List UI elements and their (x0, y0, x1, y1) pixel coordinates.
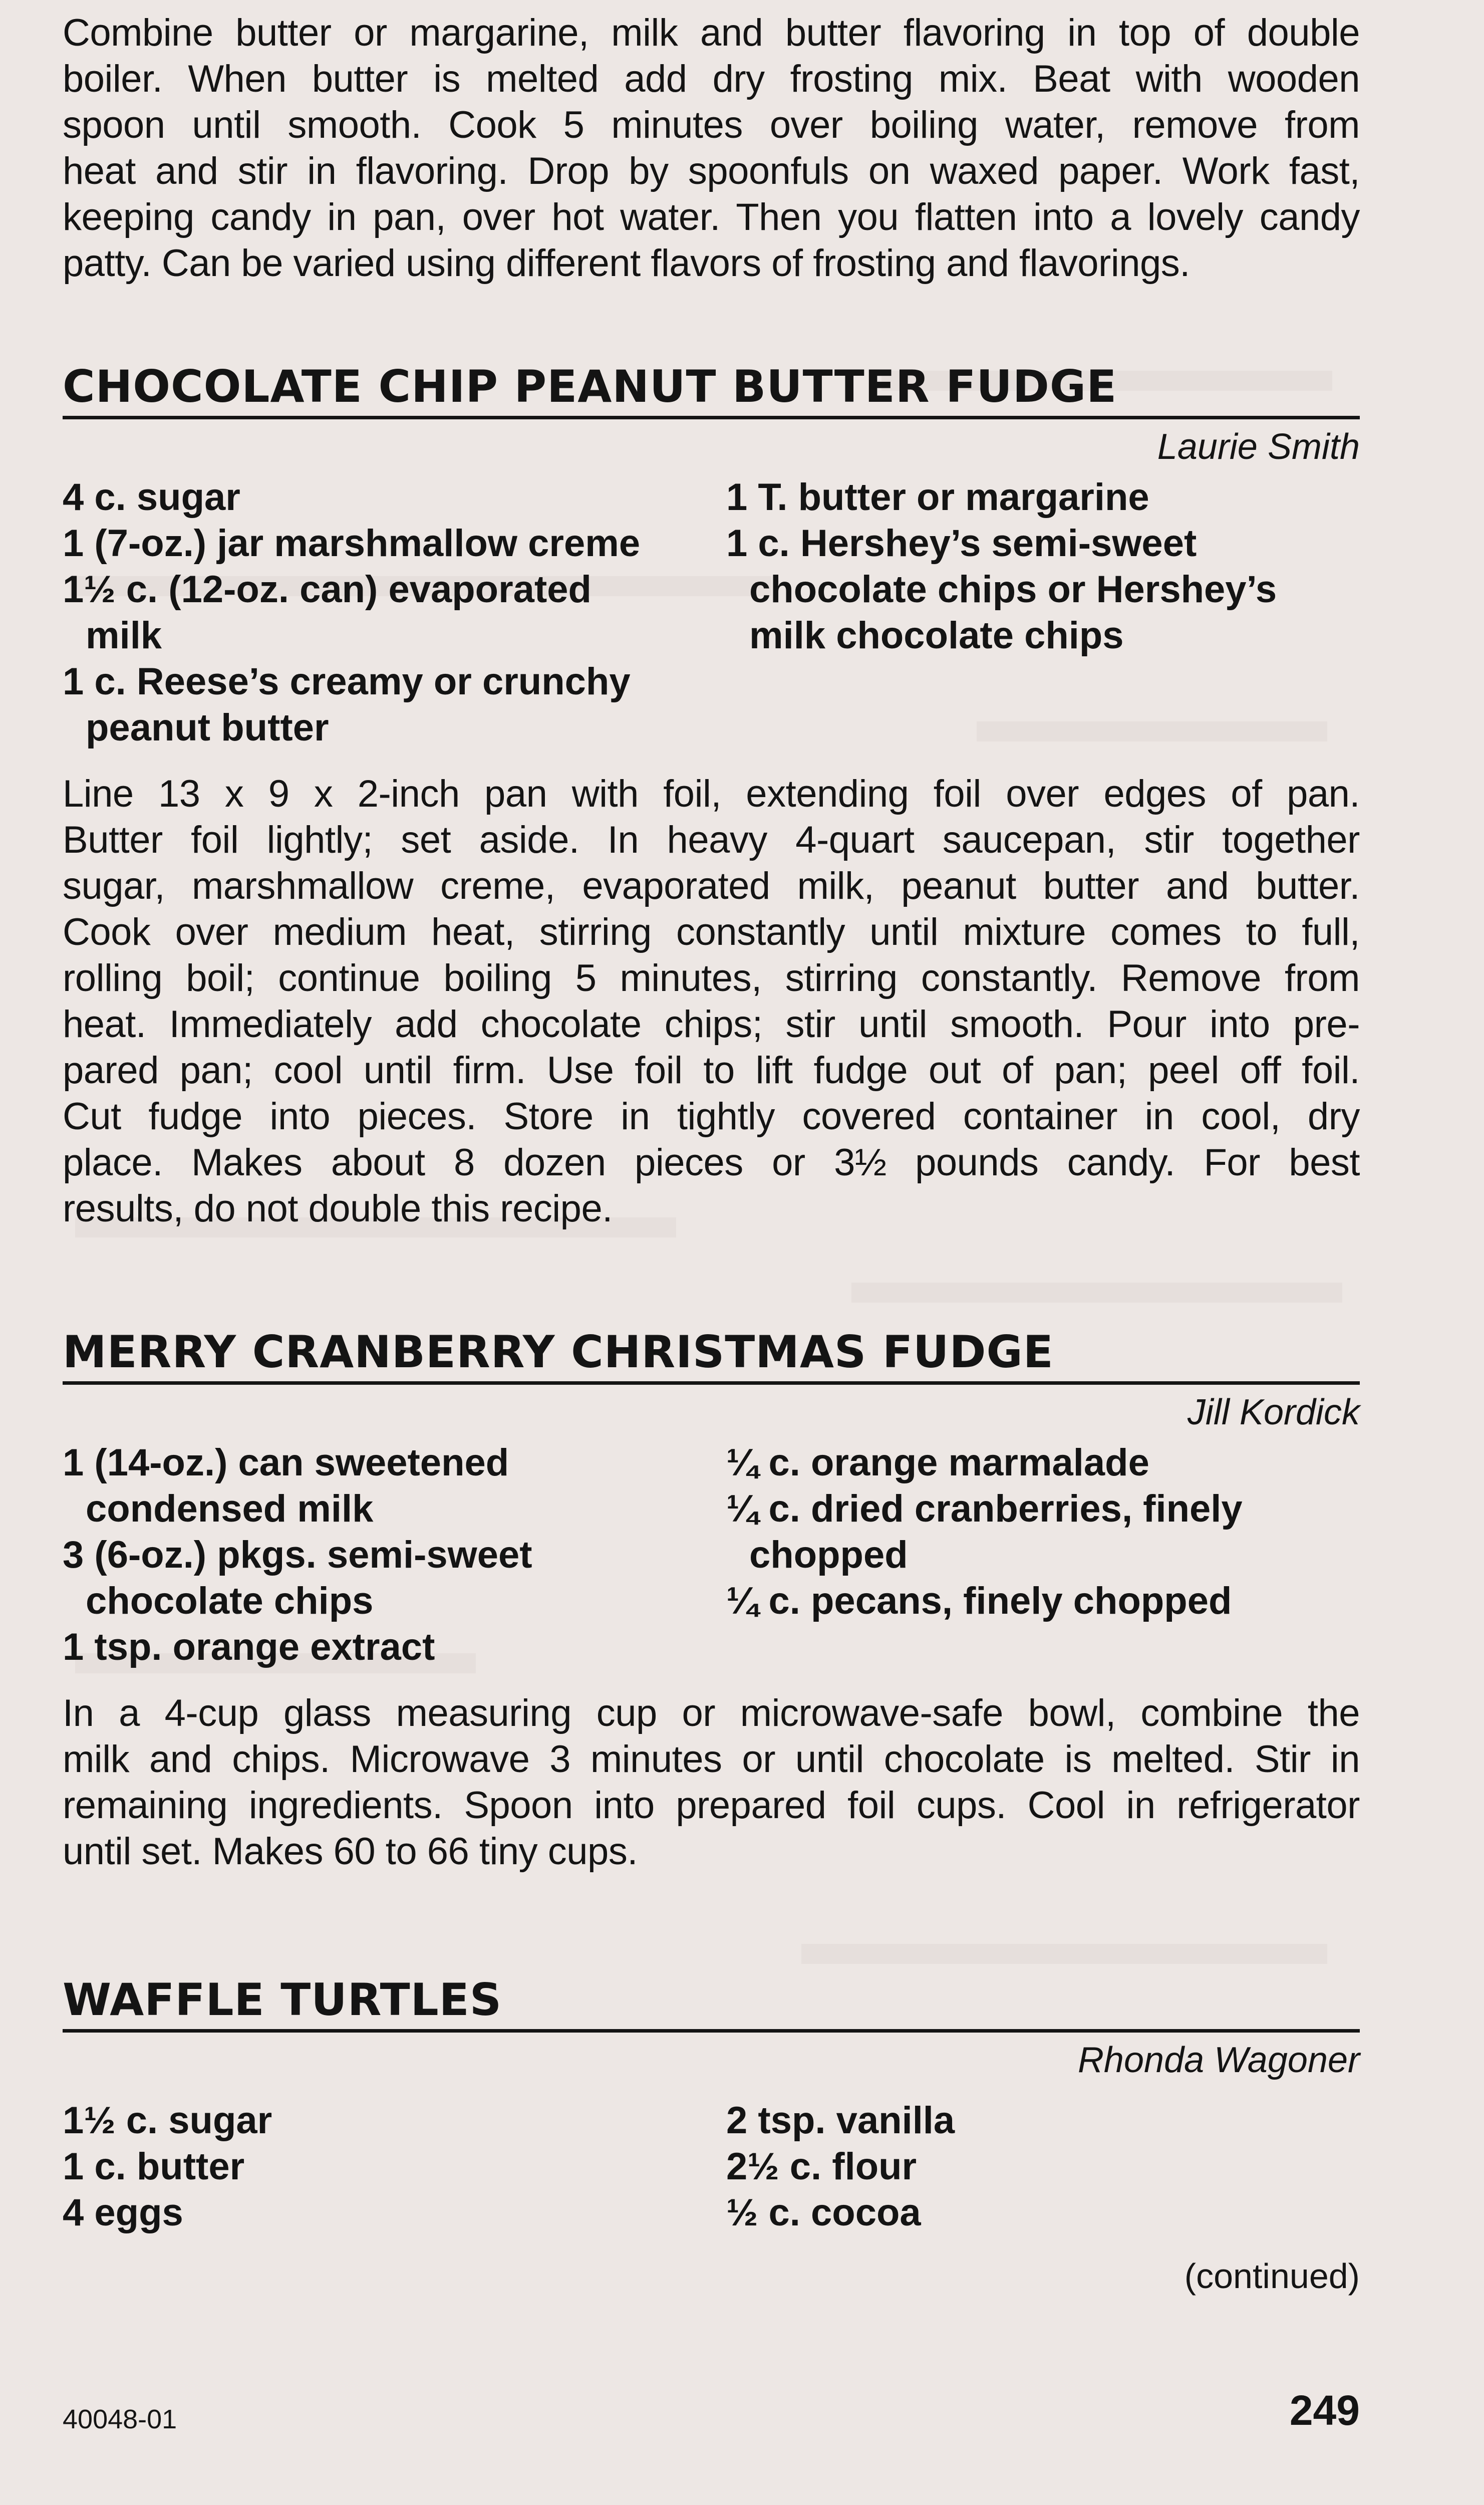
recipe-author: Jill Kordick (1187, 1392, 1360, 1432)
text-line: pared pan; cool until firm. Use foil to lift fudge out of pan; peel off foil. (63, 1049, 1360, 1092)
ingredient: ¼ c. dried cranberries, finely chopped (726, 1487, 1243, 1576)
ingredient: 1 c. Reese’s creamy or crunchy peanut butter (63, 660, 631, 749)
ingredient: 1 (14-oz.) can sweetened condensed milk (63, 1441, 509, 1530)
ingredient: 2½ c. flour (726, 2145, 917, 2188)
text-line: In a 4-cup glass measuring cup or microwave-safe bowl, combine the (63, 1692, 1360, 1734)
ingredient: 2 tsp. vanilla (726, 2099, 955, 2142)
text-line: Butter foil lightly; set aside. In heavy 4-quart saucepan, stir together (63, 819, 1360, 861)
text-line: rolling boil; continue boiling 5 minutes, stirring constantly. Remove from (63, 957, 1360, 999)
text-line: place. Makes about 8 dozen pieces or 3½ pounds candy. For best (63, 1141, 1360, 1184)
text-line: patty. Can be varied using different flavors of frosting and flavorings. (63, 242, 1190, 285)
text-line: keeping candy in pan, over hot water. Then you flatten into a lovely candy (63, 196, 1360, 238)
text-line: remaining ingredients. Spoon into prepared foil cups. Cool in refrigerator (63, 1784, 1360, 1827)
recipe-merry-cranberry-christmas-fudge (63, 1327, 1360, 1875)
ingredient: 1 (7-oz.) jar marshmallow creme (63, 522, 641, 565)
text-line: results, do not double this recipe. (63, 1187, 613, 1230)
ingredient: ¼ c. pecans, finely chopped (726, 1580, 1232, 1622)
ingredient: 1½ c. (12-oz. can) evaporated milk (63, 568, 591, 657)
text-line: boiler. When butter is melted add dry frosting mix. Beat with wooden (63, 58, 1360, 100)
text-line: spoon until smooth. Cook 5 minutes over boiling water, remove from (63, 104, 1360, 146)
text-line: Line 13 x 9 x 2-inch pan with foil, extending foil over edges of pan. (63, 773, 1360, 815)
ingredient: 1½ c. sugar (63, 2099, 272, 2142)
ingredient-list (63, 2098, 1360, 2236)
continued-label: (continued) (1184, 2257, 1360, 2296)
recipe-directions (63, 1690, 1360, 1875)
text-line: heat. Immediately add chocolate chips; stir until smooth. Pour into pre- (63, 1003, 1360, 1046)
recipe-waffle-turtles (63, 1975, 1360, 2296)
text-line: Combine butter or margarine, milk and butter flavoring in top of double (63, 12, 1360, 54)
recipe-chocolate-chip-peanut-butter-fudge (63, 362, 1360, 1232)
ingredient: 1 c. Hershey’s semi-sweet chocolate chips or Hershey’s milk chocolate chips (726, 522, 1277, 657)
ingredient-list (63, 474, 1360, 751)
text-line: milk and chips. Microwave 3 minutes or until chocolate is melted. Stir in (63, 1738, 1360, 1781)
cookbook-page (63, 10, 1360, 2296)
ingredient: 1 tsp. orange extract (63, 1626, 435, 1668)
text-line: sugar, marshmallow creme, evaporated milk, peanut butter and butter. (63, 865, 1360, 907)
text-line: Cook over medium heat, stirring constantly until mixture comes to full, (63, 911, 1360, 953)
ingredient-list (63, 1440, 1360, 1670)
ingredient: 4 eggs (63, 2191, 183, 2234)
ingredient: ¼ c. orange marmalade (726, 1441, 1149, 1484)
intro-paragraph (63, 10, 1360, 287)
ingredient: 1 c. butter (63, 2145, 245, 2188)
ingredient: 1 T. butter or margarine (726, 476, 1149, 519)
ingredient: ½ c. cocoa (726, 2191, 921, 2234)
recipe-title: WAFFLE TURTLES (63, 1975, 1360, 2033)
print-code: 40048-01 (63, 2404, 177, 2434)
ingredient: 3 (6-oz.) pkgs. semi-sweet chocolate chips (63, 1534, 532, 1622)
text-line: Cut fudge into pieces. Store in tightly covered container in cool, dry (63, 1095, 1360, 1138)
recipe-directions (63, 771, 1360, 1232)
recipe-author: Rhonda Wagoner (1077, 2040, 1360, 2080)
text-line: until set. Makes 60 to 66 tiny cups. (63, 1830, 638, 1873)
recipe-title: MERRY CRANBERRY CHRISTMAS FUDGE (63, 1327, 1360, 1385)
page-footer (63, 2375, 1360, 2435)
recipe-title: CHOCOLATE CHIP PEANUT BUTTER FUDGE (63, 362, 1360, 419)
recipe-author: Laurie Smith (1157, 427, 1360, 467)
text-line: heat and stir in flavoring. Drop by spoonfuls on waxed paper. Work fast, (63, 150, 1360, 192)
page-number: 249 (1289, 2387, 1360, 2434)
ingredient: 4 c. sugar (63, 476, 240, 519)
